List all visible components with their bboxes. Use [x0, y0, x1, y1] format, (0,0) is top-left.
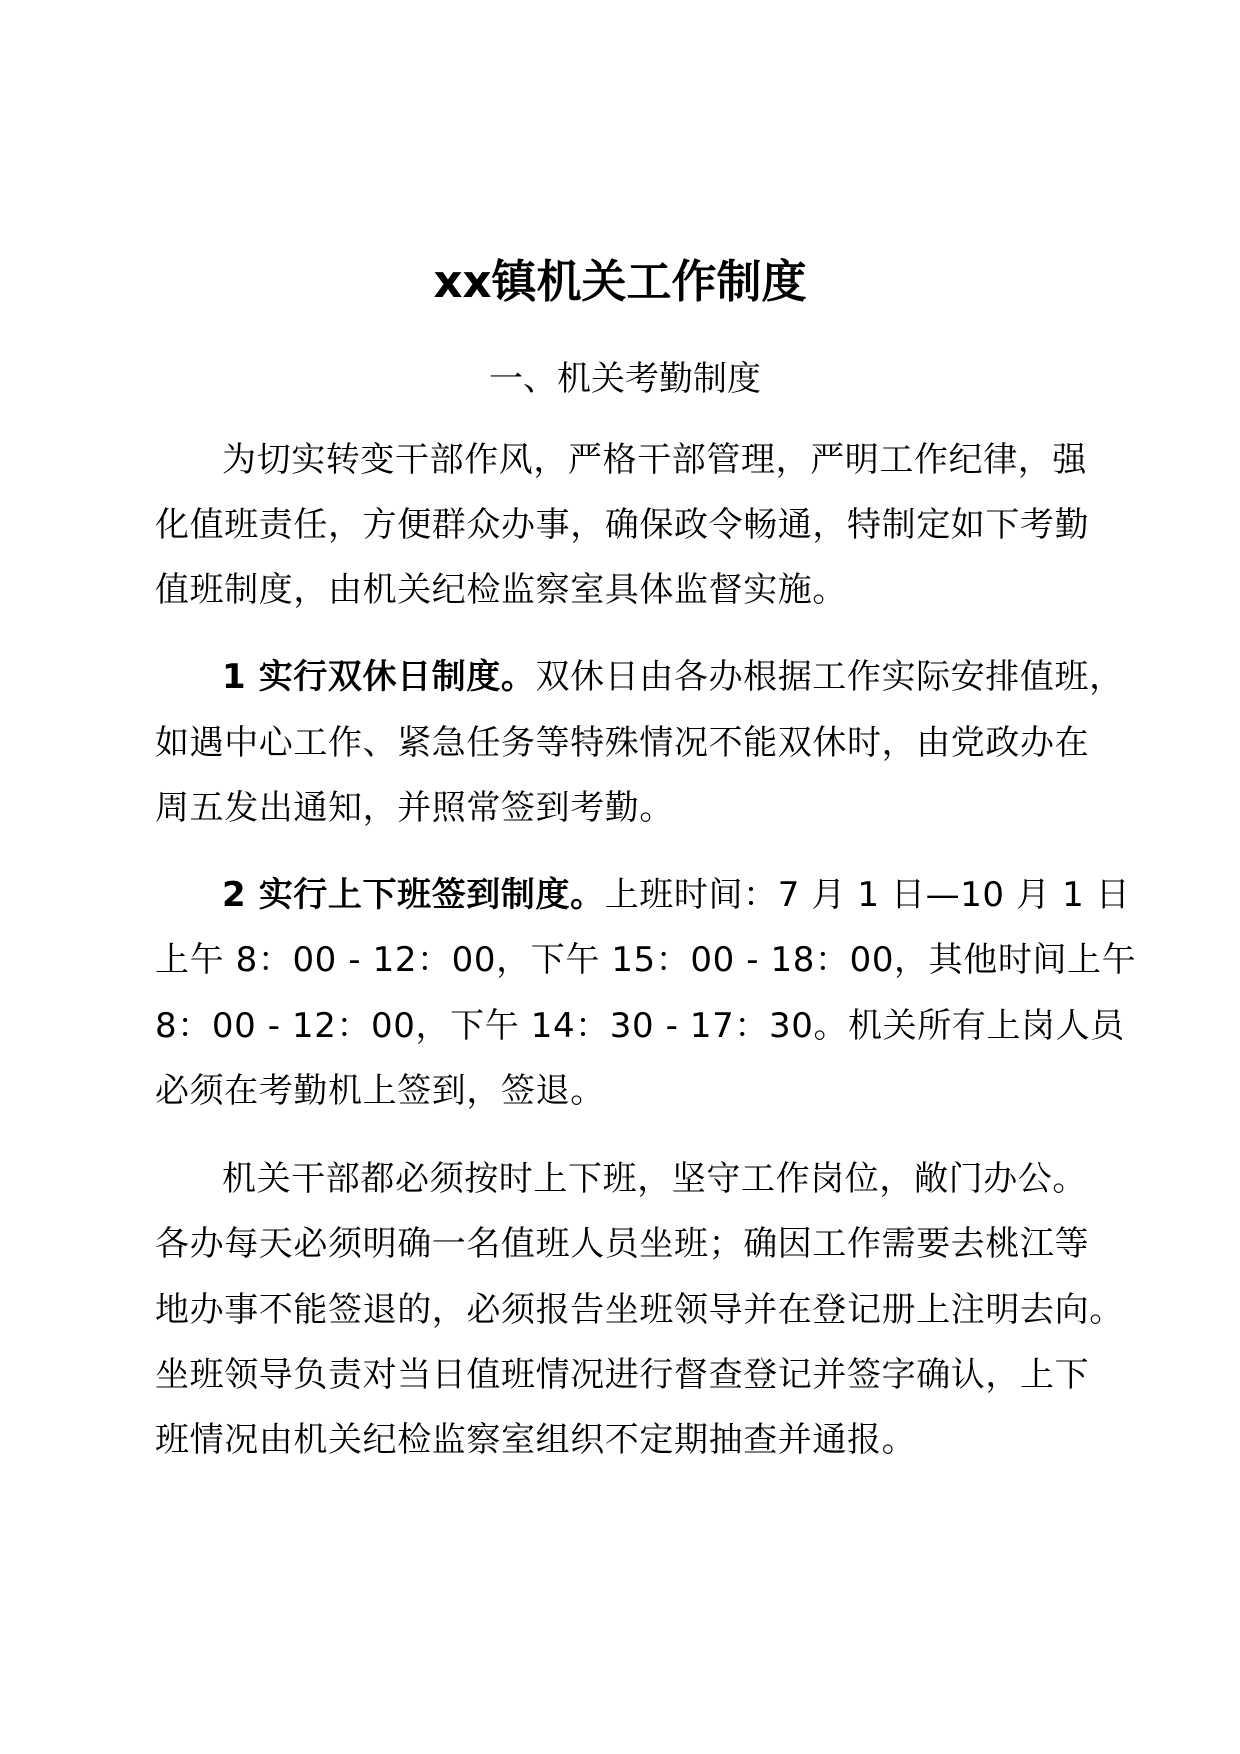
- paragraph-1-line: 为切实转变干部作风，严格干部管理，严明工作纪律，强: [222, 440, 1087, 480]
- paragraph-2-lead: 1 实行双休日制度。: [222, 657, 536, 697]
- paragraph-4-line: 各办每天必须明确一名值班人员坐班；确因工作需要去桃江等: [155, 1224, 1090, 1264]
- paragraph-3-line: [222, 863, 1182, 928]
- paragraph-2-line: 周五发出通知，并照常签到考勤。: [155, 788, 674, 828]
- paragraph-4-line: 机关干部都必须按时上下班，坚守工作岗位，敞门办公。: [222, 1159, 1087, 1199]
- paragraph-3-text: 上班时间：7 月 1 日—10 月 1 日: [604, 875, 1131, 915]
- paragraph-4-line: 地办事不能签退的，必须报告坐班领导并在登记册上注明去向。: [155, 1290, 1124, 1330]
- paragraph-2-line: [222, 645, 1182, 710]
- section-heading: 一、机关考勤制度: [489, 359, 761, 399]
- paragraph-1-line: 值班制度，由机关纪检监察室具体监督实施。: [155, 570, 847, 610]
- paragraph-2-text: 双休日由各办根据工作实际安排值班，: [535, 657, 1124, 697]
- paragraph-4-line: 坐班领导负责对当日值班情况进行督查登记并签字确认，上下: [155, 1355, 1090, 1395]
- paragraph-3-line: 必须在考勤机上签到，签退。: [155, 1071, 605, 1111]
- document-title: xx镇机关工作制度: [433, 255, 807, 308]
- paragraph-4-line: 班情况由机关纪检监察室组织不定期抽查并通报。: [155, 1420, 917, 1460]
- paragraph-1-line: 化值班责任，方便群众办事，确保政令畅通，特制定如下考勤: [155, 505, 1090, 545]
- paragraph-3-line: 8：00 - 12：00，下午 14：30 - 17：30。机关所有上岗人员: [155, 1006, 1125, 1046]
- paragraph-2-line: 如遇中心工作、紧急任务等特殊情况不能双休时，由党政办在: [155, 723, 1090, 763]
- paragraph-3-lead: 2 实行上下班签到制度。: [222, 875, 605, 915]
- paragraph-3-line: 上午 8：00 - 12：00，下午 15：00 - 18：00，其他时间上午: [155, 940, 1137, 980]
